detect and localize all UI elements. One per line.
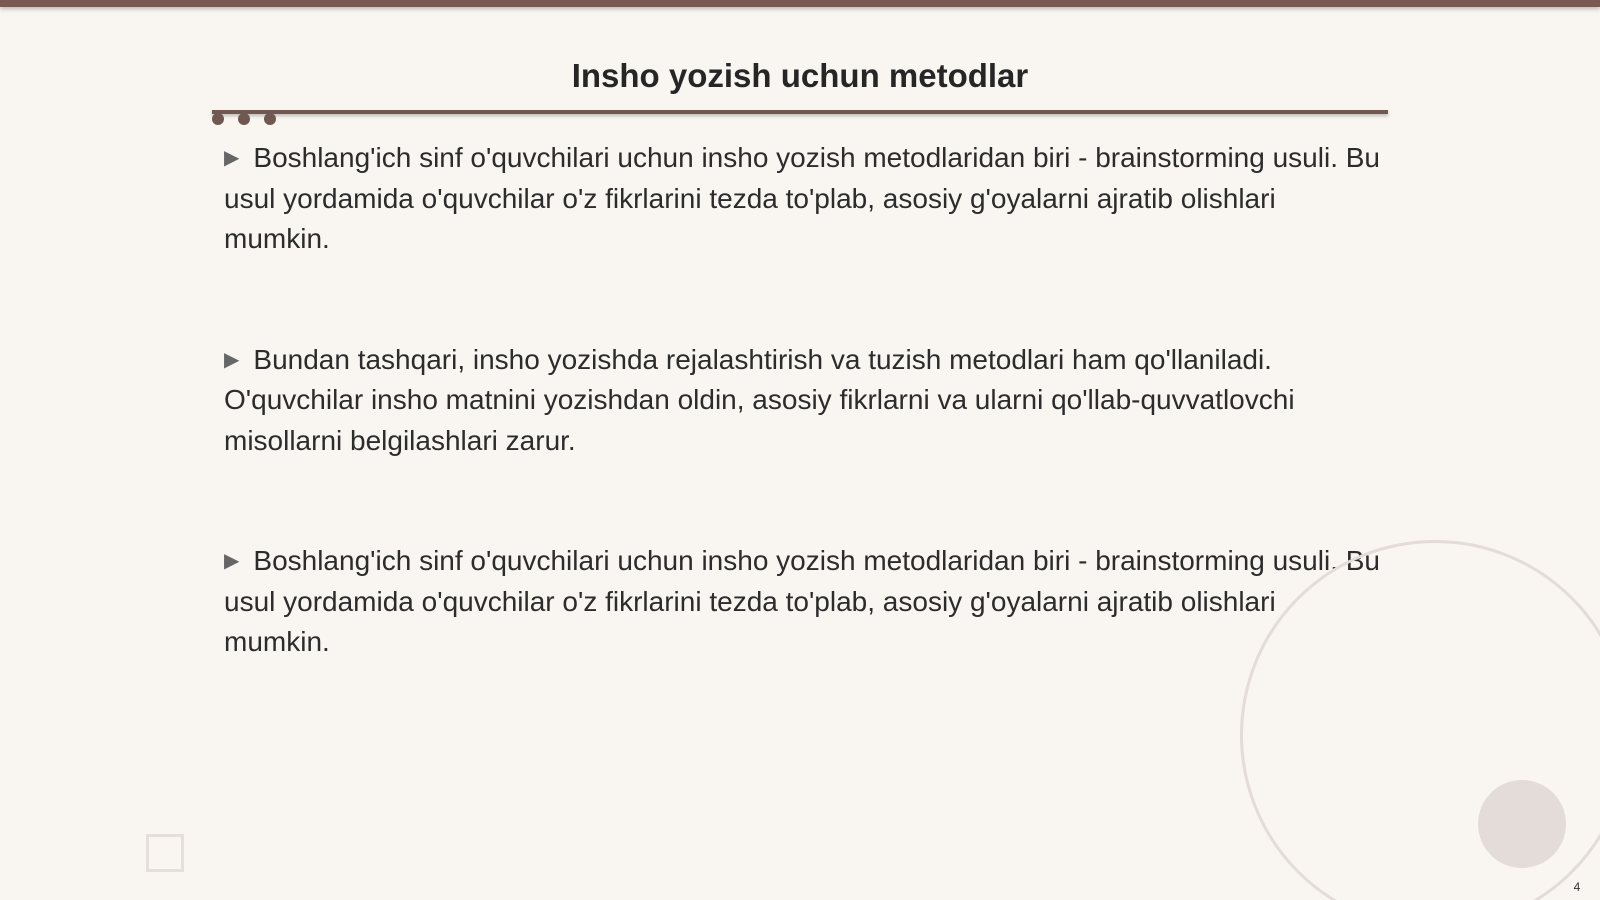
- bullet-item: [224, 138, 1384, 260]
- bullet-text: Boshlang'ich sinf o'quvchilari uchun insho yozish metodlaridan biri - brainstorming usuli. Bu usul yordamida o'quvchilar o'z fikrlarini tezda to'plab, asosiy g'oyalarni ajratib olishlari mumkin.: [224, 545, 1380, 657]
- top-accent-bar: [0, 0, 1600, 7]
- triangle-bullet-icon: ▶: [224, 147, 240, 169]
- bullet-list: [224, 138, 1384, 743]
- decorative-circle-filled: [1478, 780, 1566, 868]
- decorative-square-outline: [146, 834, 184, 872]
- decorative-dot: [264, 113, 276, 125]
- page-number: 4: [1573, 880, 1581, 894]
- bullet-item: [224, 340, 1384, 462]
- decorative-dot: [238, 113, 250, 125]
- title-underline: [212, 110, 1388, 114]
- triangle-bullet-icon: ▶: [224, 348, 240, 371]
- triangle-bullet-icon: ▶: [224, 550, 240, 572]
- slide-title: Insho yozish uchun metodlar: [571, 57, 1029, 94]
- decorative-dot: [212, 113, 224, 125]
- bullet-text: Bundan tashqari, insho yozishda rejalashtirish va tuzish metodlari ham qo'llaniladi. O'quvchilar insho matnini yozishdan oldin, asosiy fikrlarni va ularni qo'llab-quvvatlovchi misollarni belgilashlari zarur.: [224, 343, 1295, 456]
- bullet-text: Boshlang'ich sinf o'quvchilari uchun insho yozish metodlaridan biri - brainstorming usuli. Bu usul yordamida o'quvchilar o'z fikrlarini tezda to'plab, asosiy g'oyalarni ajratib olishlari mumkin.: [224, 142, 1380, 254]
- bullet-item: [224, 541, 1384, 663]
